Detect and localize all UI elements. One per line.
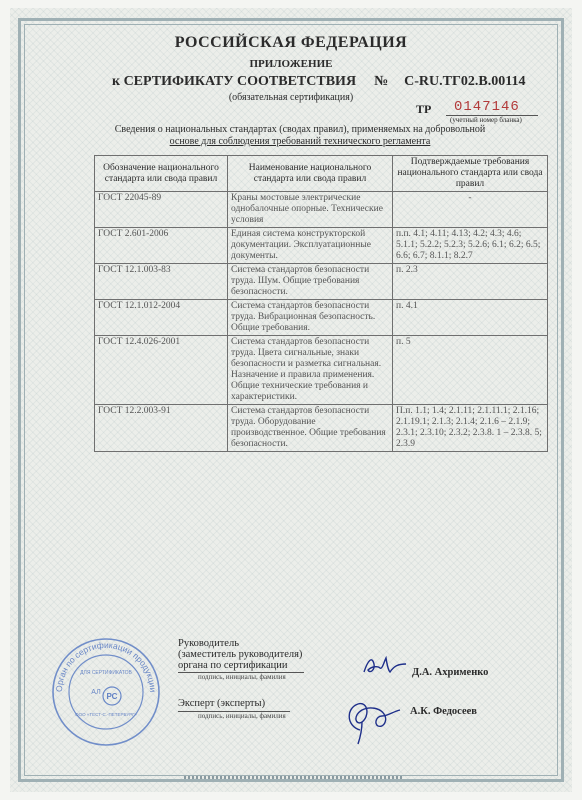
country-title: РОССИЙСКАЯ ФЕДЕРАЦИЯ [174, 34, 408, 51]
certification-stamp [50, 636, 162, 748]
head-name: Д.А. Ахрименко [412, 667, 489, 678]
head-signature [360, 650, 410, 682]
standard-requirements: - [393, 192, 548, 228]
standard-name: Система стандартов безопасности труда. Вибрационная безопасность. Общие требования. [228, 300, 393, 336]
number-sign: № [374, 74, 389, 89]
stamp-bottom-text: ООО «ТЕСТ-С.-ПЕТЕРБУРГ» [75, 712, 137, 717]
tp-label: ТР [416, 102, 432, 116]
info-line-2: основе для соблюдения требований технического регламента [169, 136, 431, 147]
standard-requirements: п. 4.1 [393, 300, 548, 336]
rs-mark-icon [103, 687, 121, 705]
standards-info [100, 124, 500, 148]
head-label-line-1: Руководитель [178, 638, 239, 649]
standard-code: ГОСТ 2.601-2006 [95, 228, 228, 264]
info-line-1: Сведения о национальных стандартах (сводах правил), применяемых на добровольной [114, 124, 486, 135]
standard-name: Система стандартов безопасности труда. Цвета сигнальные, знаки безопасности и разметка сигнальная. Назначение и правила применения. Общие технические требования и характеристики. [228, 336, 393, 405]
standard-code: ГОСТ 22045-89 [95, 192, 228, 228]
micro-text-strip [184, 776, 404, 779]
standard-name: Единая система конструкторской документации. Эксплуатационные документы. [228, 228, 393, 264]
table-row [95, 405, 548, 452]
head-label-line-3: органа по сертификации [178, 660, 288, 671]
cert-prefix: к СЕРТИФИКАТУ СООТВЕТСТВИЯ [112, 74, 357, 89]
table-row [95, 192, 548, 228]
mandatory-note: (обязательная сертификация) [228, 92, 354, 103]
expert-signature [340, 686, 404, 746]
standard-name: Краны мостовые электрические однобалочные опорные. Технические условия [228, 192, 393, 228]
expert-signature-caption: подпись, инициалы, фамилия [198, 712, 286, 720]
standards-table [94, 155, 548, 452]
standard-code: ГОСТ 12.2.003-91 [95, 405, 228, 452]
standard-code: ГОСТ 12.1.003-83 [95, 264, 228, 300]
table-row [95, 228, 548, 264]
expert-label: Эксперт (эксперты) [178, 698, 266, 709]
stamp-mark: РС [106, 692, 118, 701]
header-requirements: Подтверждаемые требования национального стандарта или свода правил [393, 156, 548, 192]
certificate-line [112, 74, 525, 90]
table-row [95, 300, 548, 336]
expert-name: А.К. Федосеев [410, 706, 477, 717]
table-header-row [95, 156, 548, 192]
standard-code: ГОСТ 12.1.012-2004 [95, 300, 228, 336]
header-code: Обозначение национального стандарта или свода правил [95, 156, 228, 192]
table-row [95, 336, 548, 405]
standard-name: Система стандартов безопасности труда. Шум. Общие требования безопасности. [228, 264, 393, 300]
cert-number: C-RU.ТГ02.В.00114 [404, 74, 526, 89]
stamp-code: АЛ [91, 689, 101, 696]
standard-requirements: п. 5 [393, 336, 548, 405]
stamp-top-text: ДЛЯ СЕРТИФИКАТОВ [80, 670, 132, 676]
head-signature-caption: подпись, инициалы, фамилия [198, 673, 286, 681]
blank-number-caption: (учетный номер бланка) [450, 116, 522, 124]
standard-requirements: п. 2.3 [393, 264, 548, 300]
stamp-ring-text: Орган по сертификации продукции [53, 639, 159, 693]
header-name: Наименование национального стандарта или свода правил [228, 156, 393, 192]
standard-code: ГОСТ 12.4.026-2001 [95, 336, 228, 405]
table-row [95, 264, 548, 300]
standard-requirements: п.п. 4.1; 4.11; 4.13; 4.2; 4.3; 4.6; 5.1.1; 5.2.2; 5.2.3; 5.2.6; 6.1; 6.2; 6.5; 6.6; 6.7; 8.1.1; 8.2.7 [393, 228, 548, 264]
blank-number: 0147146 [454, 99, 520, 115]
standard-requirements: П.п. 1.1; 1.4; 2.1.11; 2.1.11.1; 2.1.16; 2.1.19.1; 2.1.3; 2.1.4; 2.1.6 – 2.1.9; 2.3.1; 2.3.10; 2.3.2; 2.3.8. 1 – 2.3.8. 5; 2.3.9 [393, 405, 548, 452]
standard-name: Система стандартов безопасности труда. Оборудование производственное. Общие требования безопасности. [228, 405, 393, 452]
head-label-line-2: (заместитель руководителя) [178, 649, 303, 660]
annex-title: ПРИЛОЖЕНИЕ [249, 58, 333, 70]
head-label [178, 638, 302, 671]
